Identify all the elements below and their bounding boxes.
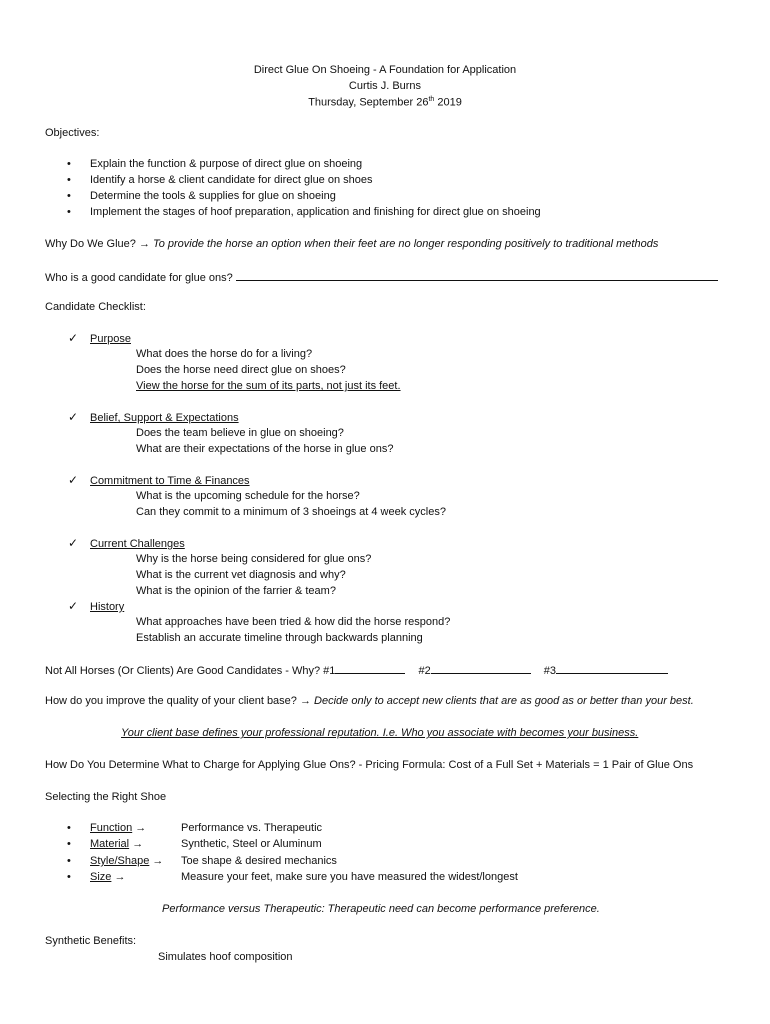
- why-glue-answer: To provide the horse an option when their feet are no longer responding positively to traditional methods: [153, 238, 659, 250]
- why-glue-line: [45, 238, 658, 250]
- arrow-icon: →: [132, 838, 144, 850]
- bullet-icon: •: [67, 838, 71, 850]
- shoe-criterion: Material →: [90, 838, 144, 850]
- checklist-line: View the horse for the sum of its parts, not just its feet.: [136, 380, 401, 392]
- checkmark-icon: ✓: [68, 599, 79, 613]
- shoe-criterion-desc: Measure your feet, make sure you have measured the widest/longest: [181, 871, 518, 883]
- checkmark-icon: ✓: [68, 536, 79, 550]
- reason-blank[interactable]: [431, 663, 531, 674]
- checklist-line: What approaches have been tried & how did the horse respond?: [136, 616, 451, 628]
- selecting-heading: Selecting the Right Shoe: [45, 791, 167, 803]
- shoe-criterion-desc: Performance vs. Therapeutic: [181, 822, 323, 834]
- checklist-line: Does the horse need direct glue on shoes?: [136, 364, 346, 376]
- bullet-icon: •: [67, 206, 71, 218]
- not-all-label: Not All Horses (Or Clients) Are Good Candidates - Why?: [45, 665, 321, 677]
- checklist-line: Establish an accurate timeline through backwards planning: [136, 632, 423, 644]
- checklist-line: Can they commit to a minimum of 3 shoeings at 4 week cycles?: [136, 506, 446, 518]
- good-candidate-line: [45, 270, 718, 284]
- shoe-criterion-desc: Toe shape & desired mechanics: [181, 855, 337, 867]
- why-glue-label: Why Do We Glue? →: [45, 238, 150, 250]
- not-all-line: [45, 663, 668, 677]
- checklist-line: What is the current vet diagnosis and why?: [136, 569, 346, 581]
- arrow-icon: →: [114, 871, 126, 883]
- shoe-criterion: Style/Shape →: [90, 855, 164, 867]
- improve-label: How do you improve the quality of your client base? →: [45, 695, 311, 707]
- pricing-formula: How Do You Determine What to Charge for Applying Glue Ons? - Pricing Formula: Cost of a Full Set + Materials = 1 Pair of Glue Ons: [45, 759, 694, 771]
- bullet-icon: •: [67, 822, 71, 834]
- performance-note: Performance versus Therapeutic: Therapeutic need can become performance preference.: [162, 903, 600, 915]
- shoe-criterion: Function →: [90, 822, 147, 834]
- answer-blank[interactable]: [236, 270, 718, 281]
- checklist-heading: Candidate Checklist:: [45, 301, 146, 313]
- checklist-group-title: Purpose: [90, 333, 131, 345]
- bullet-icon: •: [67, 871, 71, 883]
- reputation-note: Your client base defines your professional reputation. I.e. Who you associate with becomes your business.: [121, 727, 639, 739]
- checkmark-icon: ✓: [68, 331, 79, 345]
- checklist-group-title: Current Challenges: [90, 538, 185, 550]
- objective-item: Implement the stages of hoof preparation, application and finishing for direct glue on shoeing: [90, 206, 541, 218]
- document-date: Thursday, September 26th 2019: [308, 96, 462, 109]
- synthetic-heading: Synthetic Benefits:: [45, 935, 137, 947]
- checkmark-icon: ✓: [68, 473, 79, 487]
- shoe-criterion: Size →: [90, 871, 126, 883]
- good-candidate-label: Who is a good candidate for glue ons?: [45, 272, 233, 284]
- arrow-icon: →: [152, 855, 164, 867]
- checklist-group-title: History: [90, 601, 125, 613]
- improve-line: [45, 695, 694, 707]
- bullet-icon: •: [67, 158, 71, 170]
- author-name: Curtis J. Burns: [348, 80, 422, 92]
- bullet-icon: •: [67, 174, 71, 186]
- objectives-heading: Objectives:: [45, 127, 100, 139]
- synthetic-benefit: Simulates hoof composition: [158, 951, 293, 963]
- checklist-line: What does the horse do for a living?: [136, 348, 313, 360]
- reason-number: #3: [543, 665, 557, 677]
- reason-blank[interactable]: [556, 663, 668, 674]
- improve-answer: Decide only to accept new clients that are as good as or better than your best.: [314, 695, 694, 707]
- shoe-criterion-desc: Synthetic, Steel or Aluminum: [181, 838, 322, 850]
- checklist-group-title: Commitment to Time & Finances: [90, 475, 250, 487]
- checklist-group-title: Belief, Support & Expectations: [90, 412, 239, 424]
- checklist-line: Does the team believe in glue on shoeing?: [136, 427, 344, 439]
- checkmark-icon: ✓: [68, 410, 79, 424]
- checklist-line: What is the opinion of the farrier & team?: [136, 585, 336, 597]
- objective-item: Determine the tools & supplies for glue on shoeing: [90, 190, 336, 202]
- bullet-icon: •: [67, 190, 71, 202]
- reason-blank[interactable]: [335, 663, 405, 674]
- bullet-icon: •: [67, 855, 71, 867]
- document-title: Direct Glue On Shoeing - A Foundation for Application: [253, 64, 517, 76]
- objective-item: Identify a horse & client candidate for direct glue on shoes: [90, 174, 373, 186]
- objective-item: Explain the function & purpose of direct glue on shoeing: [90, 158, 363, 170]
- checklist-line: What are their expectations of the horse in glue ons?: [136, 443, 394, 455]
- checklist-line: Why is the horse being considered for glue ons?: [136, 553, 372, 565]
- arrow-icon: →: [135, 822, 147, 834]
- reason-number: #1: [323, 665, 336, 677]
- checklist-line: What is the upcoming schedule for the horse?: [136, 490, 360, 502]
- reason-number: #2: [418, 665, 431, 677]
